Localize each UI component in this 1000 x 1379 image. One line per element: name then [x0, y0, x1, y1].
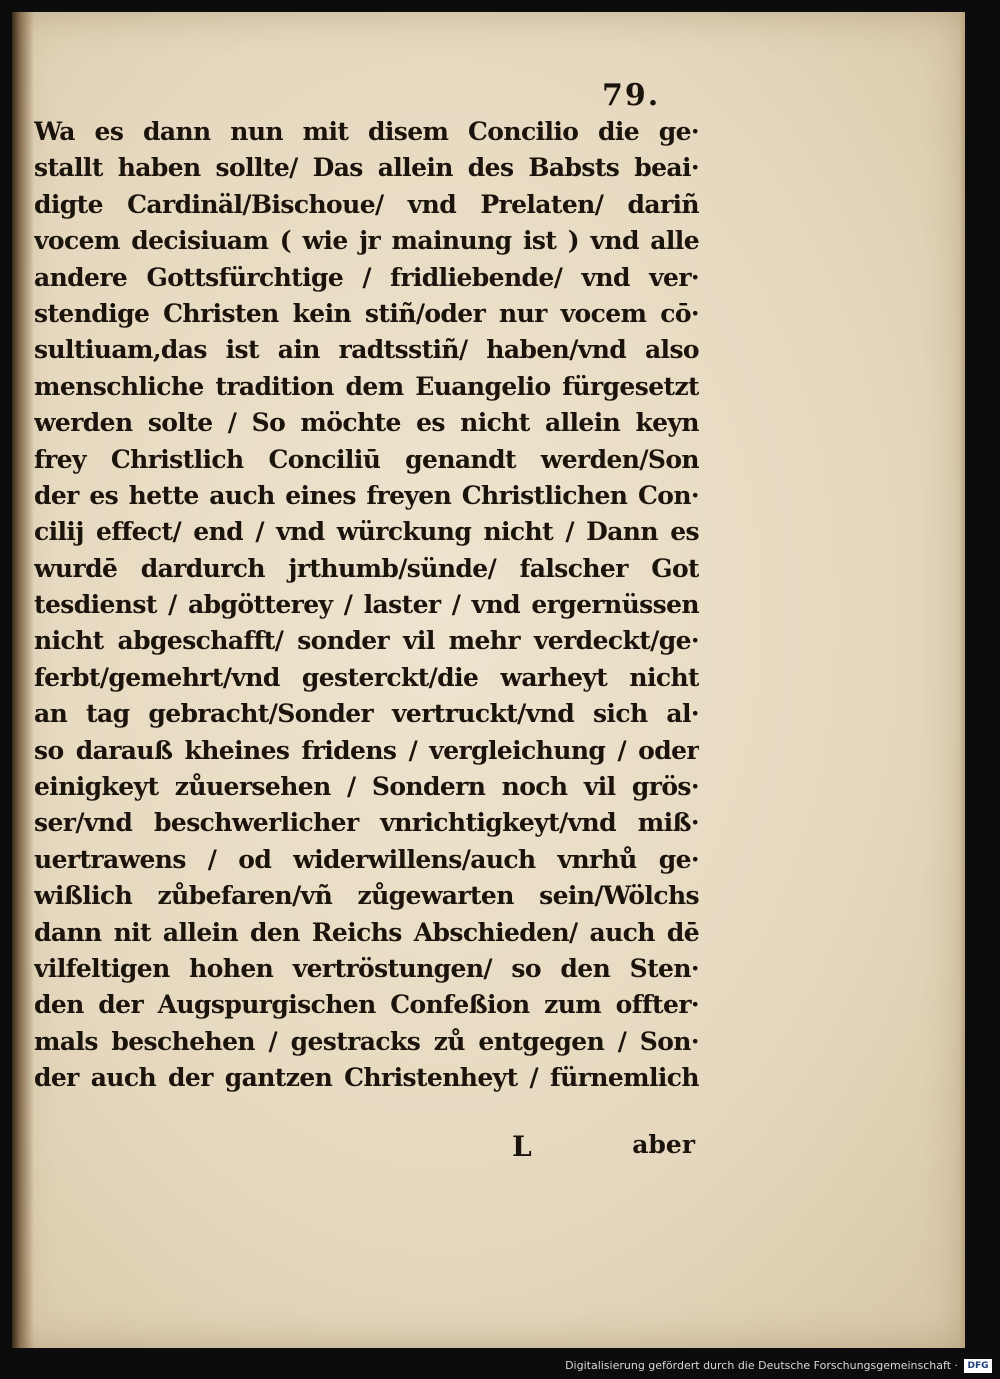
dfg-logo-icon: DFG — [964, 1359, 992, 1373]
text-line: an tag gebracht/Sonder vertruckt/vnd sich al· — [34, 699, 699, 729]
credit-bar — [0, 1355, 1000, 1379]
text-line: sultiuam,das ist ain radtsstiñ/ haben/vnd also — [34, 335, 699, 365]
text-line: vocem decisiuam ( wie jr mainung ist ) vnd alle — [34, 226, 699, 256]
signature-mark: L — [512, 1130, 532, 1163]
text-line: so darauß kheines fridens / vergleichung / oder — [34, 735, 699, 765]
text-line: menschliche tradition dem Euangelio fürgesetzt — [34, 371, 699, 401]
page-footer — [34, 1130, 699, 1170]
text-line: cilij effect/ end / vnd würckung nicht / Dann es — [34, 517, 699, 547]
text-line: digte Cardinäl/Bischoue/ vnd Prelaten/ dariñ — [34, 189, 699, 219]
page-gutter — [12, 12, 34, 1348]
book-page — [12, 12, 965, 1348]
text-line: wißlich zůbefaren/vñ zůgewarten sein/Wölchs — [34, 881, 699, 911]
text-line: werden solte / So möchte es nicht allein keyn — [34, 408, 699, 438]
text-line: ferbt/gemehrt/vnd gesterckt/die warheyt nicht — [34, 662, 699, 692]
text-line: stallt haben sollte/ Das allein des Babsts beai· — [34, 153, 699, 183]
credit-text: Digitalisierung gefördert durch die Deutsche Forschungsgemeinschaft · — [565, 1359, 958, 1372]
text-line: wurdē dardurch jrthumb/sünde/ falscher Got — [34, 553, 699, 583]
text-line: frey Christlich Conciliū genandt werden/Son — [34, 444, 699, 474]
text-line: uertrawens / od widerwillens/auch vnrhů ge· — [34, 844, 699, 874]
text-line: vilfeltigen hohen vertröstungen/ so den Sten· — [34, 953, 699, 983]
text-line: Wa es dann nun mit disem Concilio die ge· — [34, 117, 699, 146]
text-block — [34, 114, 699, 1097]
text-line: stendige Christen kein stiñ/oder nur vocem cō· — [34, 298, 699, 328]
page-edge — [959, 12, 965, 1348]
text-line: andere Gottsfürchtige / fridliebende/ vnd ver· — [34, 262, 699, 292]
text-line: den der Augspurgischen Confeßion zum offter· — [34, 990, 699, 1020]
text-line: ser/vnd beschwerlicher vnrichtigkeyt/vnd miß· — [34, 808, 699, 838]
page-number: 79. — [602, 78, 661, 113]
text-line: der auch der gantzen Christenheyt / fürnemlich — [34, 1063, 699, 1093]
text-line: tesdienst / abgötterey / laster / vnd ergernüssen — [34, 590, 699, 620]
catchword: aber — [632, 1130, 695, 1159]
text-line: der es hette auch eines freyen Christlichen Con· — [34, 480, 699, 510]
text-line: dann nit allein den Reichs Abschieden/ auch dē — [34, 917, 699, 947]
text-line: nicht abgeschafft/ sonder vil mehr verdeckt/ge· — [34, 626, 699, 656]
text-line: einigkeyt zůuersehen / Sondern noch vil grös· — [34, 772, 699, 802]
text-line: mals beschehen / gestracks zů entgegen / Son· — [34, 1026, 699, 1056]
